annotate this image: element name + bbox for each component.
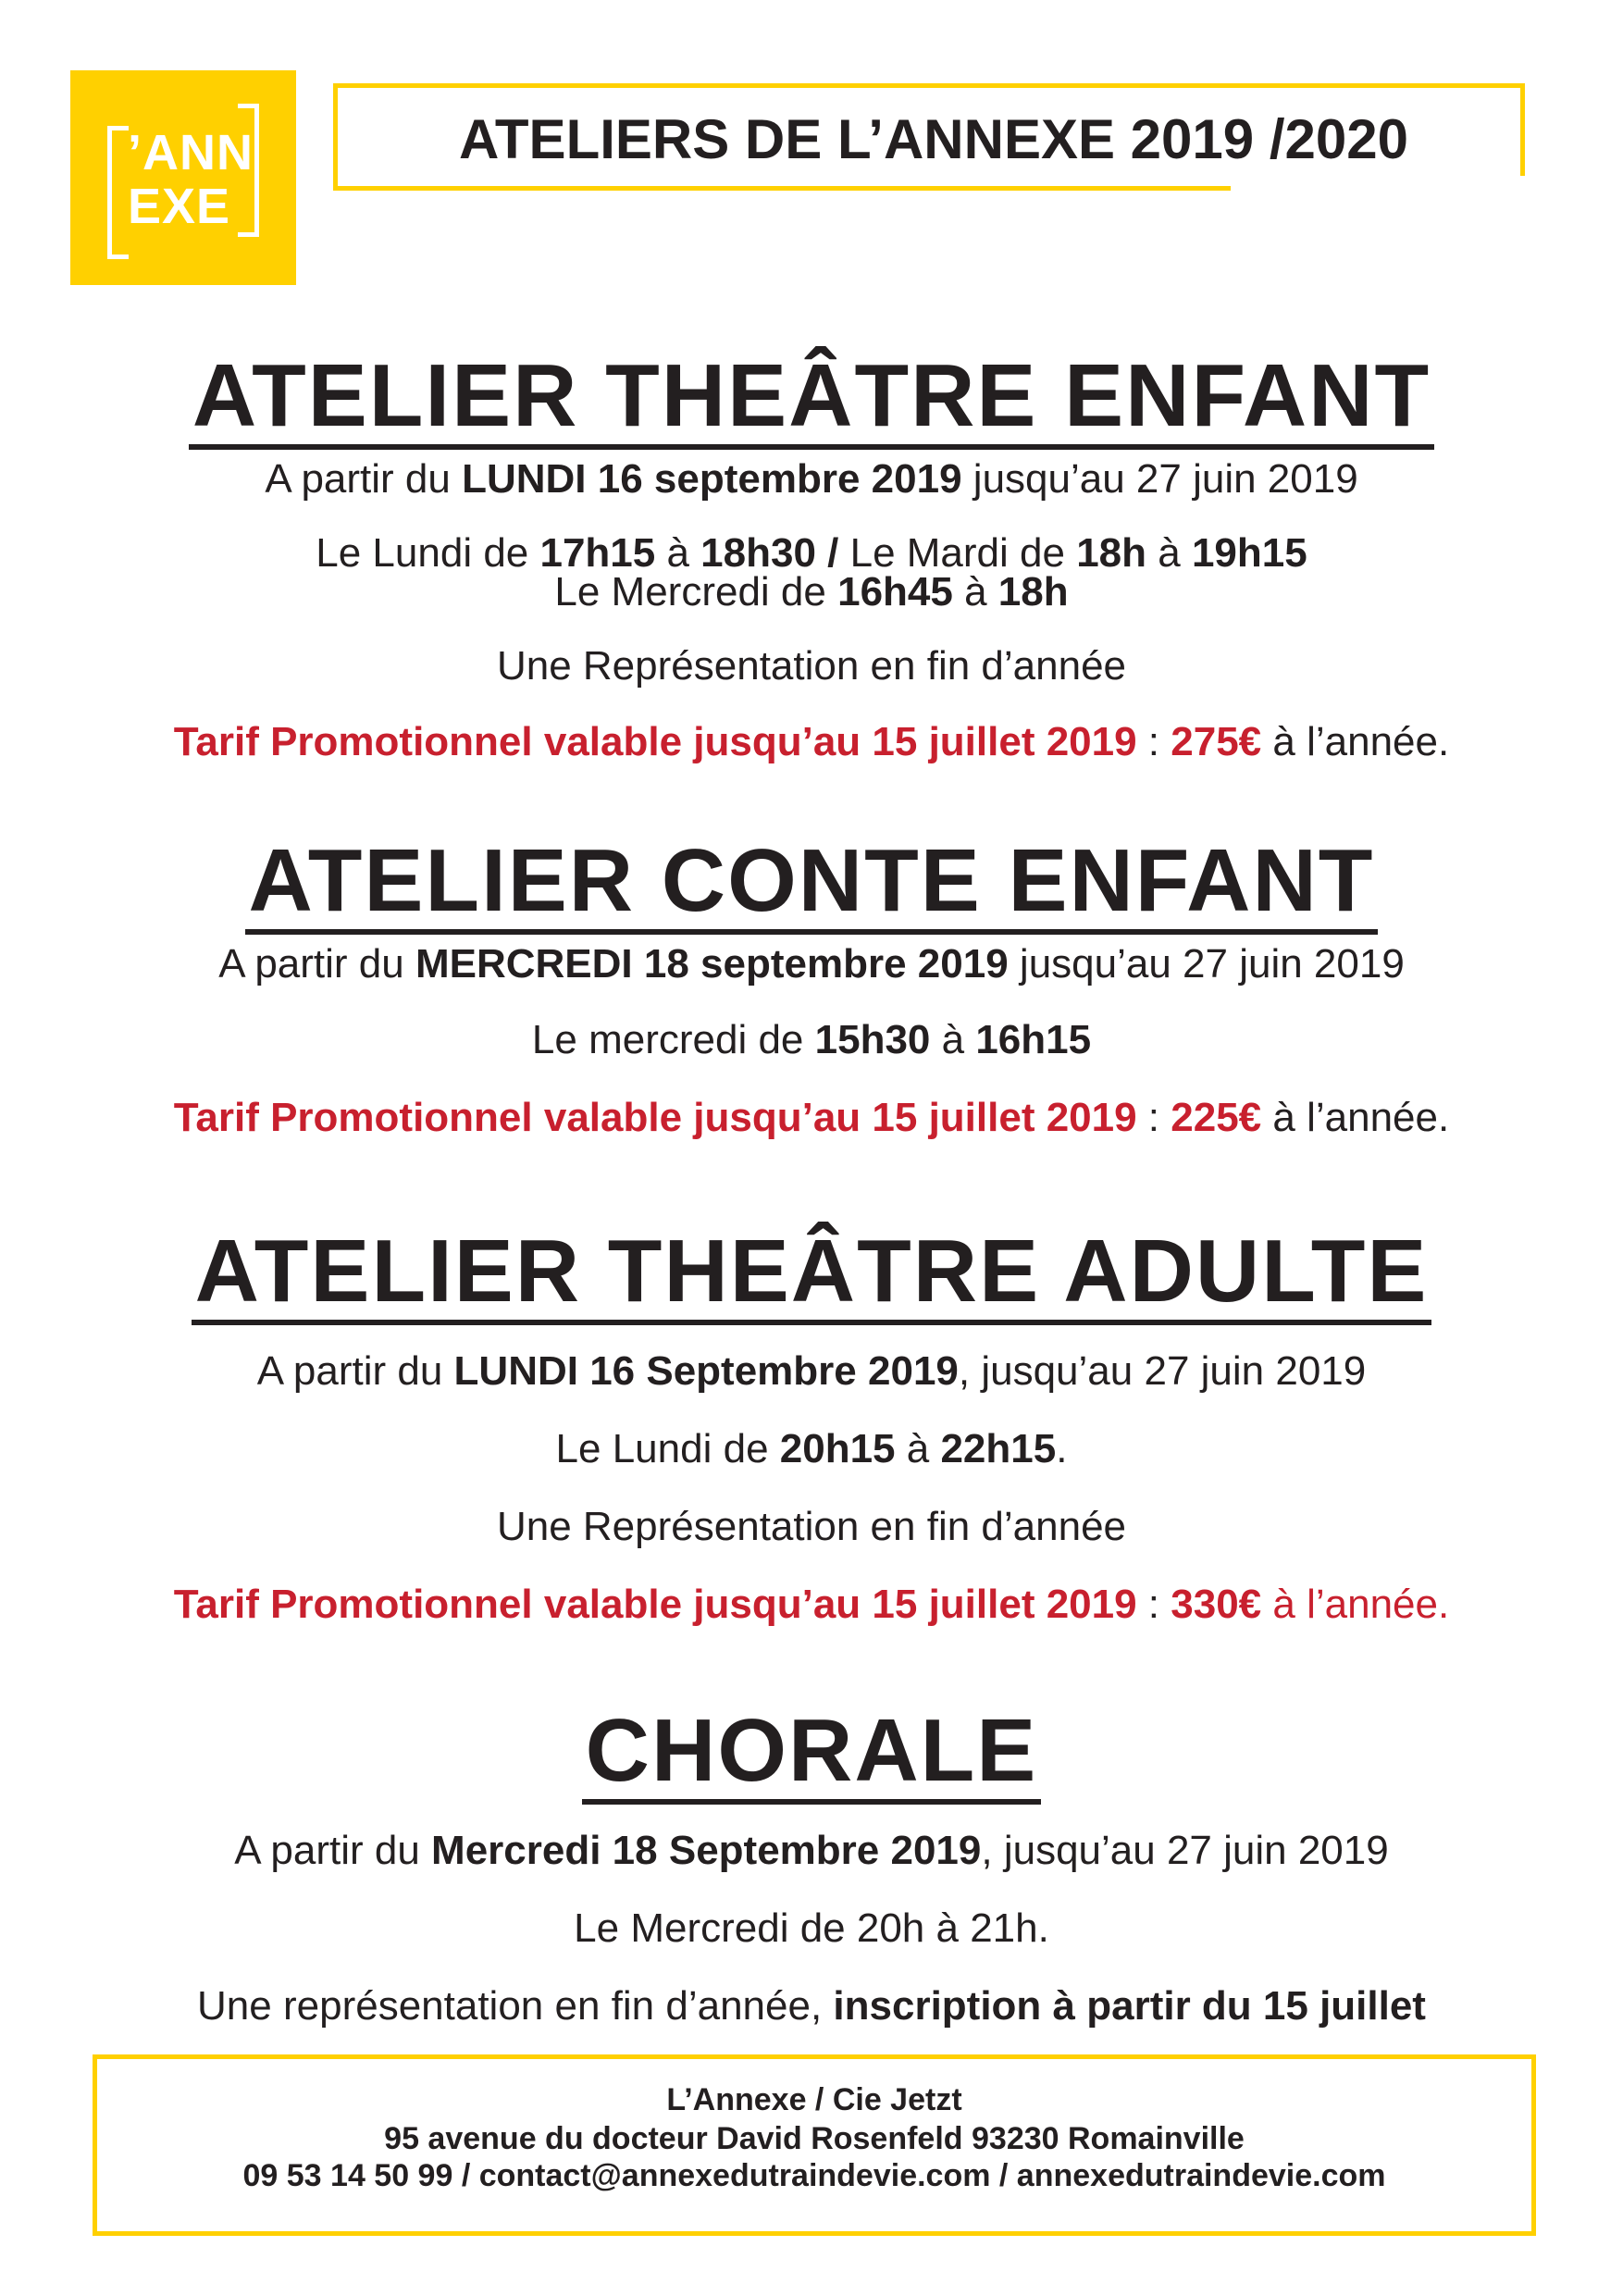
section-chorale — [56, 1703, 1567, 2030]
logo-bracket-left — [107, 126, 129, 259]
time: 17h15 — [539, 530, 656, 576]
promo-text: Tarif Promotionnel valable jusqu’au 15 juillet 2019 — [173, 1582, 1137, 1627]
text: : — [1136, 1095, 1171, 1140]
text: à — [895, 1426, 941, 1471]
text: A partir du — [218, 941, 415, 987]
title-border-bottom — [333, 186, 1231, 191]
title-border-top — [333, 83, 1525, 88]
start-date: LUNDI 16 septembre 2019 — [462, 456, 962, 502]
time: 19h15 — [1191, 530, 1307, 576]
schedule-line — [56, 568, 1567, 616]
time: 15h30 — [814, 1017, 931, 1062]
text: . — [1056, 1426, 1068, 1471]
text: Le mercredi de — [531, 1017, 815, 1062]
price-amount: 330€ — [1171, 1582, 1262, 1627]
text: à — [952, 569, 998, 614]
price-line — [56, 1094, 1567, 1142]
time: 18h — [1076, 530, 1147, 576]
section-theatre-adulte — [56, 1223, 1567, 1629]
start-date: MERCREDI 18 septembre 2019 — [415, 941, 1009, 987]
text: A partir du — [256, 1348, 454, 1394]
text: : — [1136, 719, 1171, 764]
start-date: LUNDI 16 Septembre 2019 — [453, 1348, 959, 1394]
time: 18h — [997, 569, 1069, 614]
logo-frame — [107, 104, 259, 252]
section-title — [56, 1223, 1567, 1325]
section-theatre-enfant — [56, 348, 1567, 766]
text: , jusqu’au 27 juin 2019 — [981, 1828, 1389, 1873]
time: 16h15 — [975, 1017, 1092, 1062]
text: A partir du — [265, 456, 463, 502]
start-date-line — [56, 1347, 1567, 1396]
title-border-left — [333, 83, 338, 191]
time: 16h45 — [837, 569, 953, 614]
text: jusqu’au 27 juin 2019 — [961, 456, 1358, 502]
text: à l’année. — [1261, 1582, 1450, 1627]
address: 95 avenue du docteur David Rosenfeld 93230 Romainville — [384, 2121, 1245, 2156]
schedule-line — [56, 1425, 1567, 1473]
schedule-line — [56, 1016, 1567, 1064]
section-title-text: ATELIER CONTE ENFANT — [245, 833, 1379, 935]
text: Une représentation en fin d’année, — [197, 1983, 834, 2029]
schedule-line: Le Mercredi de 20h à 21h. — [574, 1905, 1049, 1951]
text: à — [1146, 530, 1192, 576]
text: , jusqu’au 27 juin 2019 — [958, 1348, 1367, 1394]
text: à — [930, 1017, 976, 1062]
text: Le Lundi de — [316, 530, 540, 576]
contact-info: 09 53 14 50 99 / contact@annexedutraindevie.com / annexedutraindevie.com — [242, 2158, 1386, 2193]
text: Le Mardi de — [838, 530, 1077, 576]
start-date-line — [56, 455, 1567, 503]
time: 18h30 / — [700, 530, 839, 576]
time: 20h15 — [779, 1426, 896, 1471]
text: Le Lundi de — [555, 1426, 780, 1471]
start-date: Mercredi 18 Septembre 2019 — [431, 1828, 982, 1873]
text: jusqu’au 27 juin 2019 — [1008, 941, 1405, 987]
header-title-box — [333, 83, 1525, 191]
price-amount: 275€ — [1171, 719, 1262, 764]
price-line — [56, 718, 1567, 766]
text: : — [1136, 1582, 1171, 1627]
start-date-line — [56, 1827, 1567, 1875]
logo-text-line1: ’ANN — [128, 125, 254, 180]
section-title-text: CHORALE — [582, 1703, 1042, 1805]
text: à l’année. — [1261, 1095, 1450, 1140]
section-title — [56, 833, 1567, 935]
price-line — [56, 1581, 1567, 1629]
text: Le Mercredi de — [554, 569, 838, 614]
performance-line: Une Représentation en fin d’année — [496, 1504, 1127, 1549]
text: A partir du — [234, 1828, 432, 1873]
text: à — [655, 530, 701, 576]
contact-footer — [93, 2054, 1536, 2236]
section-conte-enfant — [56, 833, 1567, 1142]
section-title — [56, 348, 1567, 450]
logo-text-line2: EXE — [128, 179, 231, 234]
section-title — [56, 1703, 1567, 1805]
registration-line — [56, 1982, 1567, 2030]
price-amount: 225€ — [1171, 1095, 1262, 1140]
promo-text: Tarif Promotionnel valable jusqu’au 15 juillet 2019 — [173, 1095, 1137, 1140]
company-name: L’Annexe / Cie Jetzt — [666, 2082, 962, 2117]
registration-date: inscription à partir du 15 juillet — [833, 1983, 1426, 2029]
annexe-logo — [70, 70, 296, 285]
page-title: ATELIERS DE L’ANNEXE 2019 /2020 — [459, 108, 1408, 170]
section-title-text: ATELIER THEÂTRE ADULTE — [192, 1223, 1432, 1325]
text: à l’année. — [1261, 719, 1450, 764]
promo-text: Tarif Promotionnel valable jusqu’au 15 juillet 2019 — [173, 719, 1137, 764]
time: 22h15 — [940, 1426, 1057, 1471]
start-date-line — [56, 940, 1567, 988]
performance-line: Une Représentation en fin d’année — [496, 643, 1127, 689]
section-title-text: ATELIER THEÂTRE ENFANT — [189, 348, 1434, 450]
